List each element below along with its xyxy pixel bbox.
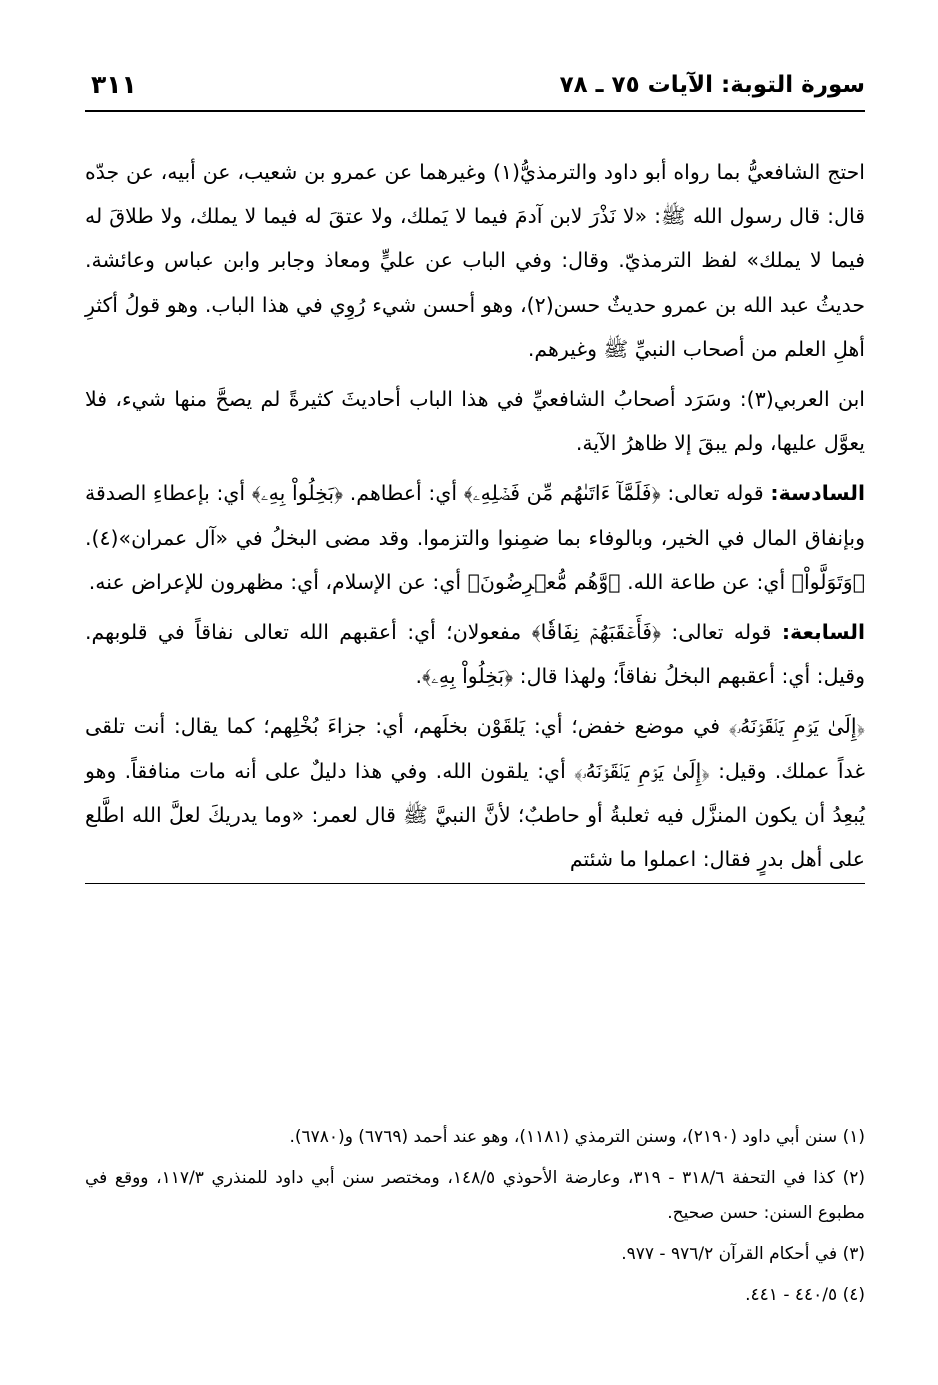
seventh-issue-heading: السابعة:	[781, 620, 865, 645]
footnote-1: (١) سنن أبي داود (٢١٩٠)، وسنن الترمذي (١١٨١)، وهو عند أحمد (٦٧٦٩) و(٦٧٨٠).	[289, 1127, 865, 1147]
paragraph-seventh-issue	[85, 610, 865, 698]
paragraph-sixth-issue	[85, 471, 865, 604]
footnotes	[85, 1120, 865, 1319]
footnote-4: (٤) ٤٤٠/٥ - ٤٤١.	[745, 1285, 865, 1305]
seventh-issue-text: قوله تعالى: ﴿فَأَعۡقَبَهُمۡ نِفَاقٗا﴾ مفعولان؛ أي: أعقبهم الله تعالى نفاقاً في قلوبهم. وقيل: أي: أعقبهم البخلُ نفاقاً؛ ولهذا قال: ﴿بَخِلُواْ بِهِۦ﴾.	[85, 620, 865, 689]
running-header	[85, 62, 865, 112]
paragraph-shafii-evidence: احتج الشافعيُّ بما رواه أبو داود والترمذيُّ(١) وغيرهما عن عمرو بن شعيب، عن أبيه، عن جدّه قال: قال رسول الله ﷺ: «لا نَذْرَ لابن آدمَ فيما لا يَملك، ولا عتقَ له فيما لا يملك، ولا طلاقَ له فيما لا يملك» لفظ الترمذيّ. وقال: وفي الباب عن عليٍّ ومعاذ وجابر وابن عباس وعائشة. حديثُ عبد الله بن عمرو حديثٌ حسن(٢)، وهو أحسن شيء رُوِي في هذا الباب. وهو قولُ أكثرِ أهلِ العلم من أصحاب النبيِّ ﷺ وغيرهم.	[85, 160, 866, 361]
footnote-3: (٣) في أحكام القرآن ٩٧٦/٢ - ٩٧٧.	[621, 1244, 865, 1264]
paragraph-ibn-al-arabi: ابن العربي(٣): وسَرَد أصحابُ الشافعيِّ في هذا الباب أحاديثَ كثيرةً لم يصحَّ منها شيء، فلا يعوَّل عليها، ولم يبقَ إلا ظاهرُ الآية.	[85, 387, 865, 456]
sixth-issue-heading: السادسة:	[770, 481, 865, 506]
footnote-2: (٢) كذا في التحفة ٣١٨/٦ - ٣١٩، وعارضة الأحوذي ١٤٨/٥، ومختصر سنن أبي داود للمنذري ١١٧/٣، ووقع في مطبوع السنن: حسن صحيح.	[85, 1168, 865, 1223]
page-number: ٣١١	[91, 70, 137, 99]
main-text	[85, 150, 865, 890]
surah-verse-title: سورة التوبة: الآيات ٧٥ ـ ٧٨	[559, 72, 865, 98]
paragraph-day-they-meet: ﴿إِلَىٰ يَوۡمِ يَلۡقَوۡنَهُۥ﴾ في موضع خفض؛ أي: يَلقَوْن بخلَهم، أي: جزاءَ بُخْلِهم؛ كما يقال: أنت تلقى غداً عملك. وقيل: ﴿إِلَىٰ يَوۡمِ يَلۡقَوۡنَهُۥ﴾ أي: يلقون الله. وفي هذا دليلٌ على أنه مات منافقاً. وهو يُبعِدُ أن يكون المنزَّل فيه ثعلبةُ أو حاطبٌ؛ لأنَّ النبيَّ ﷺ قال لعمر: «وما يدريكَ لعلَّ الله اطَّلع على أهل بدرٍ فقال: اعملوا ما شئتم	[85, 704, 865, 884]
sixth-issue-text: قوله تعالى: ﴿فَلَمَّآ ءَاتَىٰهُم مِّن فَضۡلِهِۦ﴾ أي: أعطاهم. ﴿بَخِلُواْ بِهِۦ﴾ أي: بإعطاءِ الصدقة وبإنفاق المال في الخير، وبالوفاء بما ضمِنوا والتزموا. وقد مضى البخلُ في «آل عمران»(٤). ﴿وَتَوَلَّواْ﴾ أي: عن طاعة الله. ﴿وَّهُم مُّعۡرِضُونَ﴾ أي: عن الإسلام، أي: مظهرون للإعراض عنه.	[85, 481, 865, 594]
